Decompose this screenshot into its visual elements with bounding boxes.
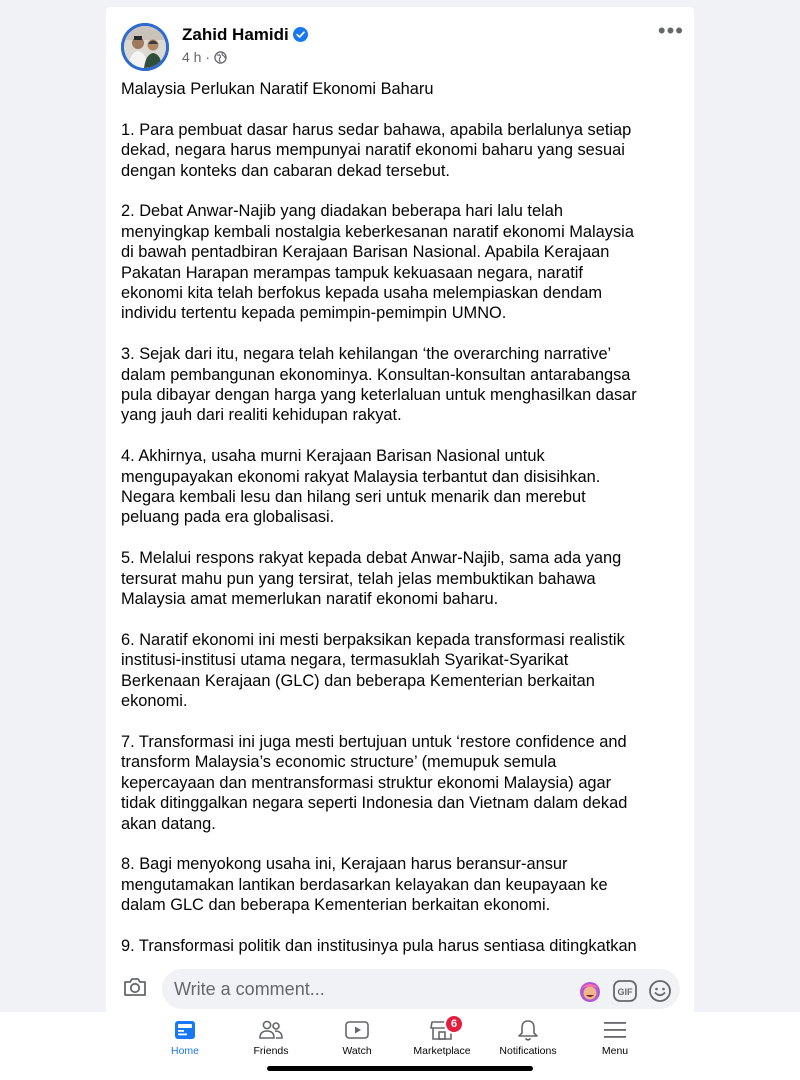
post-title: Malaysia Perlukan Naratif Ekonomi Baharu bbox=[121, 80, 434, 98]
comment-input[interactable] bbox=[162, 969, 680, 1009]
author-avatar[interactable] bbox=[121, 23, 169, 71]
marketplace-badge: 6 bbox=[446, 1016, 462, 1032]
tab-watch[interactable] bbox=[312, 1018, 402, 1064]
home-indicator[interactable] bbox=[267, 1066, 533, 1071]
post-paragraph-4: 4. Akhirnya, usaha murni Kerajaan Barisan Nasional untuk mengupayakan ekonomi rakyat Malaysia terbantut dan disisihkan. Negara kembali lesu dan hilang seri untuk menarik dan merebut peluang pada era globalisasi. bbox=[121, 447, 601, 527]
menu-hamburger-icon bbox=[602, 1018, 628, 1042]
post-paragraph-9: 9. Transformasi politik dan institusinya pula harus sentiasa ditingkatkan bbox=[121, 936, 637, 955]
tab-home-label: Home bbox=[170, 1045, 199, 1057]
avatar-photo bbox=[124, 26, 166, 68]
tab-marketplace[interactable] bbox=[397, 1018, 487, 1064]
tab-notifications[interactable] bbox=[483, 1018, 573, 1064]
watch-icon bbox=[344, 1018, 370, 1042]
friends-icon bbox=[258, 1018, 284, 1042]
post-card bbox=[106, 7, 694, 1017]
tab-notifications-label: Notifications bbox=[499, 1045, 557, 1057]
author-name-row bbox=[182, 25, 308, 47]
more-dots-icon[interactable]: ••• bbox=[657, 18, 684, 43]
post-header bbox=[106, 7, 694, 79]
camera-icon[interactable] bbox=[122, 975, 148, 1004]
tab-menu-label: Menu bbox=[601, 1045, 629, 1057]
meta-separator: · bbox=[205, 49, 211, 65]
tab-menu[interactable] bbox=[570, 1018, 660, 1064]
home-feed-icon bbox=[173, 1018, 197, 1042]
author-name[interactable]: Zahid Hamidi bbox=[182, 25, 289, 44]
tab-marketplace-label: Marketplace bbox=[413, 1045, 471, 1057]
avatar-illustration bbox=[124, 26, 166, 68]
post-paragraph-8: 8. Bagi menyokong usaha ini, Kerajaan harus beransur-ansur mengutamakan lantikan berdasarkan kelayakan dan keupayaan ke dalam GLC dan beberapa Kementerian berkaitan ekonomi. bbox=[121, 855, 608, 915]
tab-watch-label: Watch bbox=[342, 1045, 372, 1057]
post-time[interactable]: 4 h bbox=[182, 49, 202, 65]
globe-icon bbox=[214, 51, 227, 67]
smile-icon[interactable] bbox=[648, 979, 672, 1008]
tab-home[interactable] bbox=[140, 1018, 230, 1064]
verified-check-icon bbox=[293, 27, 308, 47]
post-paragraph-1: 1. Para pembuat dasar harus sedar bahawa, apabila berlalunya setiap dekad, negara harus mempunyai naratif ekonomi baharu yang sesuai dengan konteks dan cabaran dekad tersebut. bbox=[121, 120, 632, 180]
post-paragraph-7: 7. Transformasi ini juga mesti bertujuan untuk ‘restore confidence and transform Malaysia’s economic structure’ (memupuk semula kepercayaan dan mentransformasi struktur ekonomi Malaysia) agar tidak ditinggalkan negara seperti Indonesia dan Vietnam dalam dekad akan datang. bbox=[121, 732, 628, 833]
gif-icon[interactable] bbox=[612, 979, 638, 1008]
post-paragraph-5: 5. Melalui respons rakyat kepada debat Anwar-Najib, sama ada yang tersurat mahu pun yang tersirat, telah jelas membuktikan bahawa Malaysia amat memerlukan naratif ekonomi baharu. bbox=[121, 549, 622, 609]
comment-bar bbox=[106, 963, 694, 1017]
bell-icon bbox=[515, 1018, 541, 1042]
post-paragraph-3: 3. Sejak dari itu, negara telah kehilangan ‘the overarching narrative’ dalam pembangunan ekonominya. Konsultan-konsultan antarabangsa pula dibayar dengan harga yang keterlaluan untuk menghasilkan dasar yang jauh dari realiti kehidupan rakyat. bbox=[121, 345, 637, 425]
tab-friends[interactable] bbox=[226, 1018, 316, 1064]
post-paragraph-2: 2. Debat Anwar-Najib yang diadakan beberapa hari lalu telah menyingkap kembali nostalgia keberkesanan naratif ekonomi Malaysia di bawah pentadbiran Kerajaan Barisan Nasional. Apabila Kerajaan Pakatan Harapan merampas tampuk kekuasaan negara, naratif ekonomi kita telah berfokus kepada usaha melempiaskan dendam individu tertentu kepada pemimpin-pemimpin UMNO. bbox=[121, 202, 634, 323]
post-paragraph-6: 6. Naratif ekonomi ini mesti berpaksikan kepada transformasi realistik institusi-institusi utama negara, termasuklah Syarikat-Syarikat Berkenaan Kerajaan (GLC) dan beberapa Kementerian berkaitan ekonomi. bbox=[121, 630, 625, 711]
post-text bbox=[121, 79, 681, 977]
gif-label: GIF bbox=[617, 987, 633, 997]
tab-friends-label: Friends bbox=[253, 1045, 289, 1057]
avatar-sticker-icon[interactable] bbox=[578, 979, 602, 1008]
post-meta bbox=[182, 49, 227, 67]
